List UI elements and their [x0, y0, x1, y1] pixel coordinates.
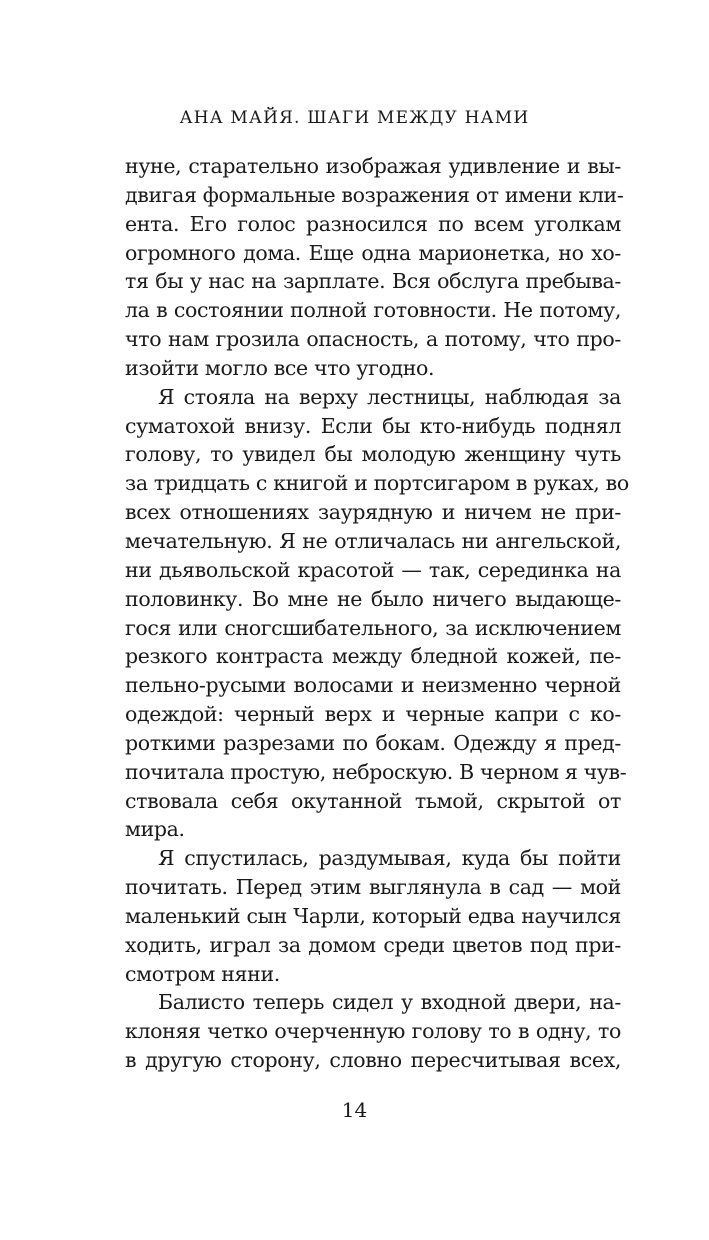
running-head: АНА МАЙЯ. ШАГИ МЕЖДУ НАМИ [179, 108, 530, 128]
text-line: огромного дома. Еще одна марионетка, но хо- [125, 240, 621, 265]
text-line: всех отношениях заурядную и ничем не при- [125, 500, 621, 525]
text-line: маленький сын Чарли, который едва научился [125, 903, 621, 928]
text-line: одеждой: черный верх и черные капри с ко- [125, 702, 621, 727]
text-line: Я стояла на верху лестницы, наблюдая за [158, 384, 621, 409]
text-line: гося или сногсшибательного, за исключением [125, 615, 621, 640]
text-line: ходить, играл за домом среди цветов под при- [125, 932, 621, 957]
text-line: ствовала себя окутанной тьмой, скрытой от [125, 788, 621, 813]
text-line: в другую сторону, словно пересчитывая всех, [125, 1048, 621, 1073]
text-line: голову, то увидел бы молодую женщину чуть [125, 442, 621, 467]
text-line: тя бы у нас на зарплате. Вся обслуга пребыва- [125, 269, 621, 294]
text-line: ла в состоянии полной готовности. Не потому, [125, 298, 621, 323]
text-line: за тридцать с книгой и портсигаром в руках, во [125, 471, 629, 496]
text-line: роткими разрезами по бокам. Одежду я пред- [125, 730, 621, 755]
text-line: суматохой внизу. Если бы кто-нибудь поднял [125, 413, 621, 438]
text-line: Балисто теперь сидел у входной двери, на- [158, 990, 621, 1015]
text-line: что нам грозила опасность, а потому, что про- [125, 327, 621, 352]
text-line: изойти могло все что угодно. [125, 355, 435, 380]
body-text [125, 152, 629, 1075]
text-line: нуне, старательно изображая удивление и вы- [125, 154, 621, 178]
text-line: ента. Его голос разносился по всем уголкам [125, 211, 621, 236]
page-number: 14 [341, 1098, 368, 1122]
text-line: двигая формальные возражения от имени кли- [125, 182, 624, 207]
text-line: клоняя четко очерченную голову то в одну, то [125, 1019, 621, 1044]
text-line: почитала простую, неброскую. В черном я чув- [125, 759, 627, 784]
text-line: резкого контраста между бледной кожей, пе- [125, 644, 621, 669]
text-line: половинку. Во мне не было ничего выдающе- [125, 586, 621, 611]
text-line: Я спустилась, раздумывая, куда бы пойти [158, 846, 621, 871]
text-line: пельно-русыми волосами и неизменно черной [125, 673, 621, 698]
text-line: мира. [125, 817, 185, 842]
text-line: ни дьявольской красотой — так, серединка на [125, 557, 621, 582]
text-line: мечательную. Я не отличалась ни ангельской, [125, 528, 621, 553]
text-line: почитать. Перед этим выглянула в сад — мой [125, 875, 621, 900]
text-line: смотром няни. [125, 961, 280, 986]
